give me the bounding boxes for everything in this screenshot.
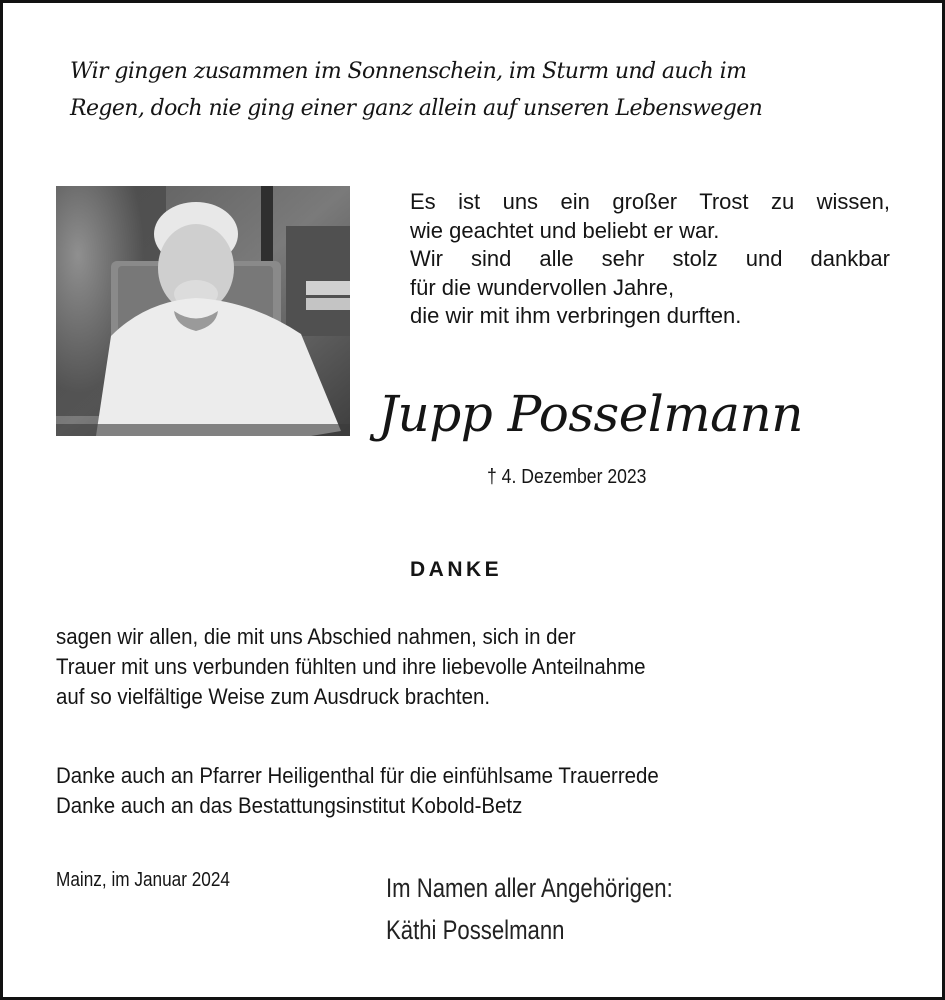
signature-block (386, 867, 673, 951)
thanks-line: sagen wir allen, die mit uns Abschied nahmen, sich in der (56, 624, 576, 649)
motto-line: Regen, doch nie ging einer ganz allein auf unseren Lebenswegen (70, 96, 763, 121)
consolation-text (410, 188, 890, 331)
thanks-line: auf so vielfältige Weise zum Ausdruck brachten. (56, 684, 491, 709)
thanks-heading: DANKE (410, 558, 503, 581)
place-date: Mainz, im Januar 2024 (56, 869, 231, 891)
deceased-name: Jupp Posselmann (378, 385, 803, 443)
consolation-line: die wir mit ihm verbringen durften. (410, 303, 742, 328)
additional-thanks-line: Danke auch an Pfarrer Heiligenthal für die einfühlsame Trauerrede (56, 763, 659, 788)
additional-thanks-line: Danke auch an das Bestattungsinstitut Kobold-Betz (56, 793, 523, 818)
signature-name: Käthi Posselmann (386, 915, 565, 945)
motto-line: Wir gingen zusammen im Sonnenschein, im Sturm und auch im (70, 59, 747, 84)
consolation-line: Wir sind alle sehr stolz und dankbar (410, 246, 890, 271)
consolation-line: wie geachtet und beliebt er war. (410, 217, 720, 243)
consolation-line: Es ist uns ein großer Trost zu wissen, (410, 189, 890, 214)
thanks-paragraph (56, 622, 646, 712)
thanks-line: Trauer mit uns verbunden fühlten und ihre liebevolle Anteilnahme (56, 654, 646, 679)
portrait-photo-image (56, 186, 350, 436)
date-of-death: † 4. Dezember 2023 (487, 466, 647, 488)
motto-verse (70, 53, 762, 127)
additional-thanks (56, 761, 659, 821)
signature-intro: Im Namen aller Angehörigen: (386, 873, 673, 903)
portrait-photo (56, 186, 350, 436)
consolation-line: für die wundervollen Jahre, (410, 274, 675, 300)
